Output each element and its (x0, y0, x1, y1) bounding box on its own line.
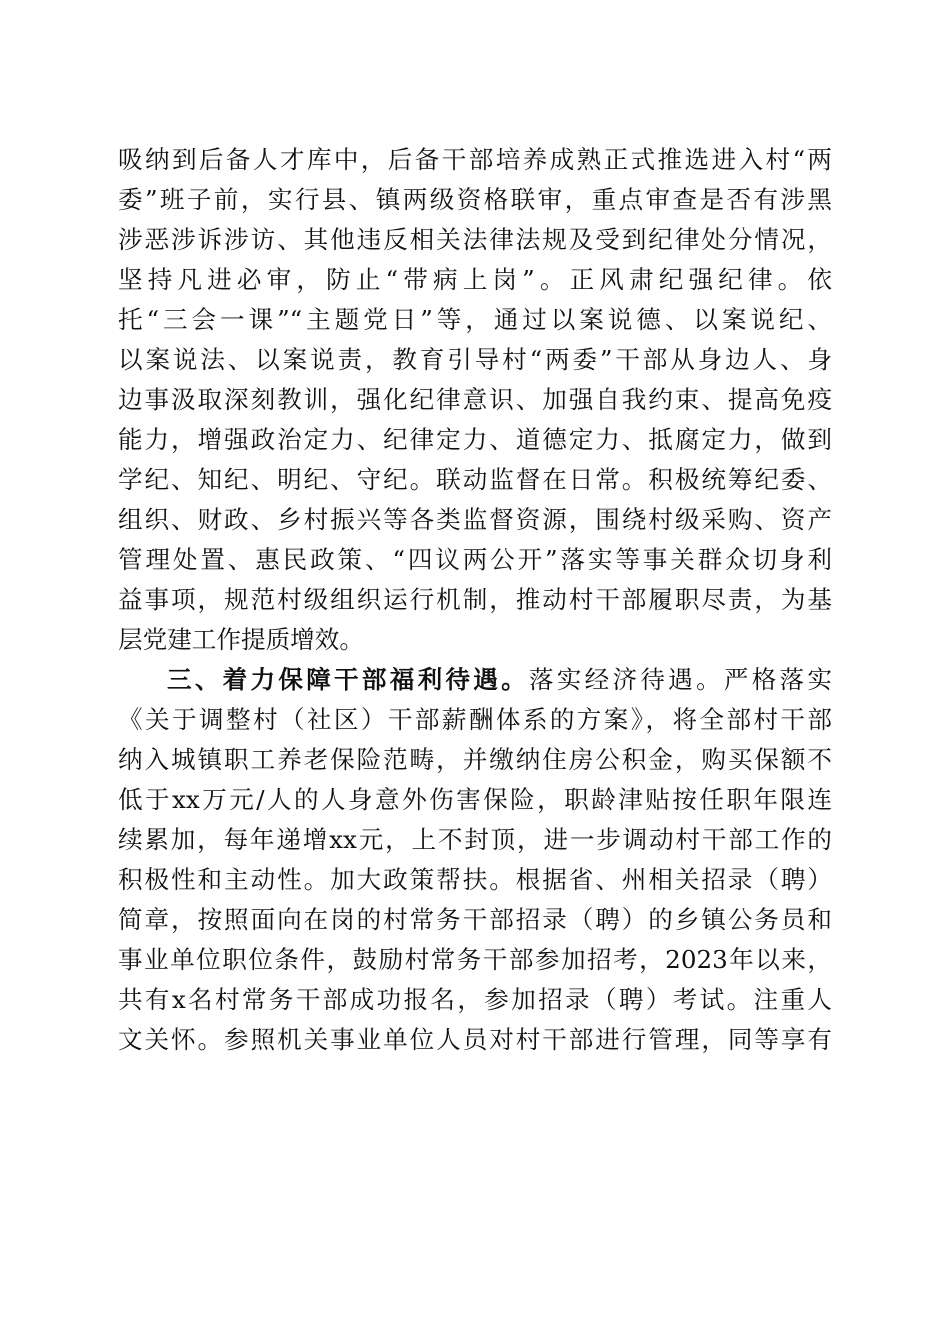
text-line: 共有x名村常务干部成功报名，参加招录（聘）考试。注重人 (118, 985, 832, 1014)
section-heading-line (118, 660, 832, 700)
paragraph-cadre-welfare (118, 660, 832, 1060)
text-line: 《关于调整村（社区）干部薪酬体系的方案》，将全部村干部 (118, 705, 832, 734)
text-line: 坚持凡进必审，防止“带病上岗”。正风肃纪强纪律。依 (118, 265, 832, 294)
text-line: 积极性和主动性。加大政策帮扶。根据省、州相关招录（聘） (118, 865, 832, 894)
text-line: 托“三会一课”“主题党日”等，通过以案说德、以案说纪、 (118, 305, 832, 334)
text-span: 落实经济待遇。严格落实 (528, 665, 832, 694)
text-line: 委”班子前，实行县、镇两级资格联审，重点审查是否有涉黑 (118, 185, 832, 214)
text-line: 以案说法、以案说责，教育引导村“两委”干部从身边人、身 (118, 345, 832, 374)
text-line: 管理处置、惠民政策、“四议两公开”落实等事关群众切身利 (118, 545, 832, 574)
text-line: 涉恶涉诉涉访、其他违反相关法律法规及受到纪律处分情况， (118, 225, 832, 254)
text-line: 文关怀。参照机关事业单位人员对村干部进行管理，同等享有 (118, 1025, 832, 1054)
text-line: 吸纳到后备人才库中，后备干部培养成熟正式推选进入村“两 (118, 145, 832, 174)
document-body (118, 140, 832, 1060)
text-line: 续累加，每年递增xx元，上不封顶，进一步调动村干部工作的 (118, 825, 832, 854)
text-line: 简章，按照面向在岗的村常务干部招录（聘）的乡镇公务员和 (118, 905, 832, 934)
text-line: 学纪、知纪、明纪、守纪。联动监督在日常。积极统筹纪委、 (118, 465, 832, 494)
text-line: 益事项，规范村级组织运行机制，推动村干部履职尽责，为基 (118, 585, 832, 614)
text-line: 事业单位职位条件，鼓励村常务干部参加招考，2023年以来， (118, 945, 832, 974)
text-line: 边事汲取深刻教训，强化纪律意识、加强自我约束、提高免疫 (118, 385, 832, 414)
text-line: 层党建工作提质增效。 (118, 625, 364, 654)
text-line: 低于xx万元/人的人身意外伤害保险，职龄津贴按任职年限连 (118, 785, 832, 814)
text-line: 组织、财政、乡村振兴等各类监督资源，围绕村级采购、资产 (118, 505, 832, 534)
text-line: 纳入城镇职工养老保险范畴，并缴纳住房公积金，购买保额不 (118, 745, 832, 774)
text-line: 能力，增强政治定力、纪律定力、道德定力、抵腐定力，做到 (118, 425, 832, 454)
section-heading: 三、着力保障干部福利待遇。 (167, 665, 529, 694)
paragraph-village-discipline (118, 140, 832, 660)
